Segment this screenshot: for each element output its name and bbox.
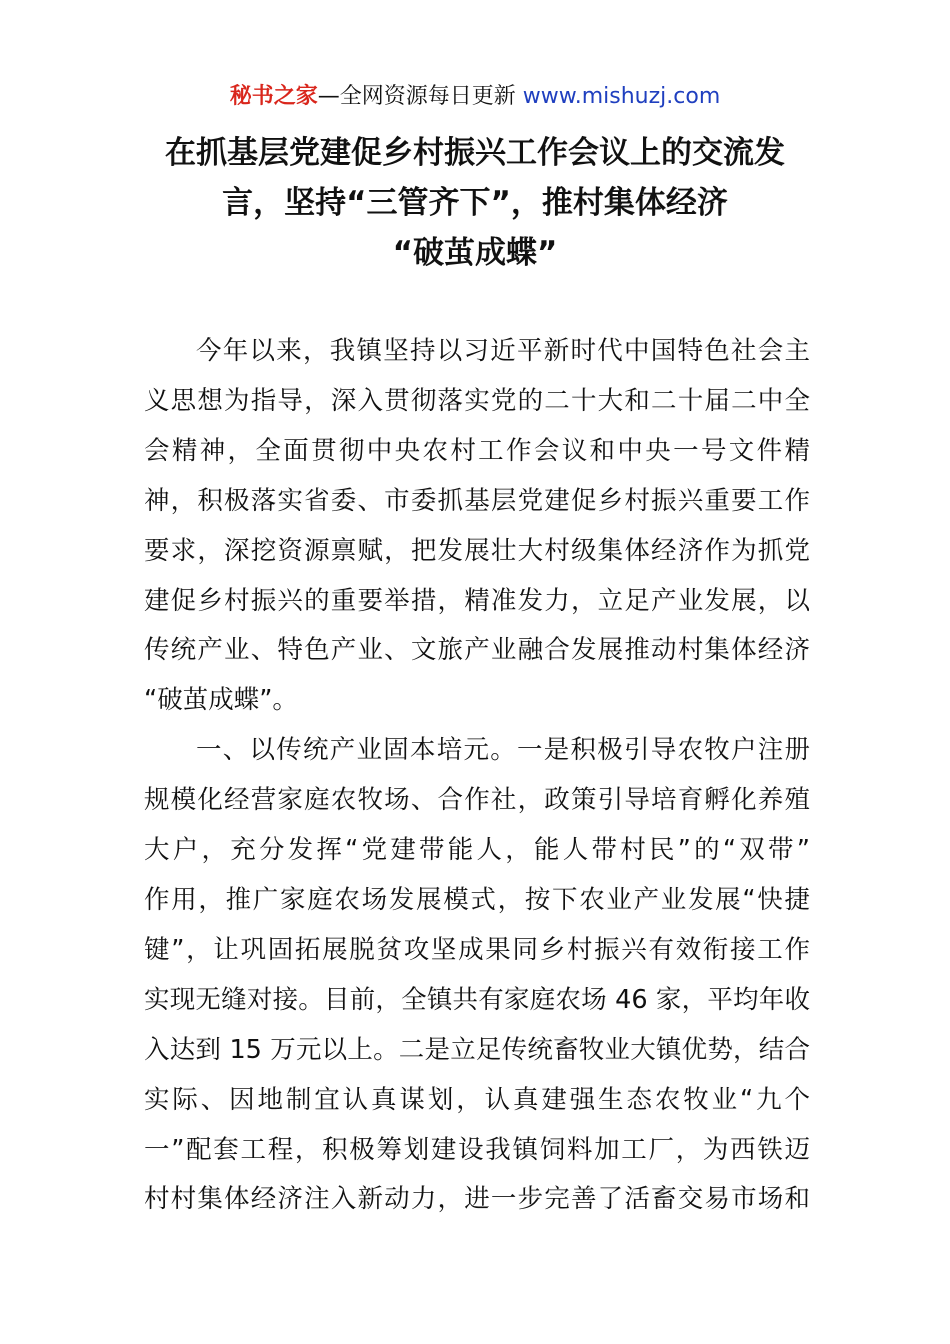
text-line: 规模化经营家庭农牧场、合作社，政策引导培育孵化养殖 (144, 785, 810, 816)
title-line: 在抓基层党建促乡村振兴工作会议上的交流发 (165, 135, 785, 171)
text-line: 入达到 15 万元以上。二是立足传统畜牧业大镇优势，结合 (144, 1034, 810, 1065)
text-line: 建促乡村振兴的重要举措，精准发力，立足产业发展，以 (144, 585, 810, 616)
title-line: 言，坚持“三管齐下”，推村集体经济 (222, 185, 728, 221)
text-line: 实现无缝对接。目前，全镇共有家庭农场 46 家，平均年收 (144, 984, 810, 1015)
document-title (140, 128, 810, 278)
site-header (0, 82, 950, 112)
text-line: 作用，推广家庭农场发展模式，按下农业产业发展“快捷 (144, 884, 810, 915)
text-line: 神，积极落实省委、市委抓基层党建促乡村振兴重要工作 (144, 485, 810, 516)
text-line: 村村集体经济注入新动力，进一步完善了活畜交易市场和 (144, 1184, 810, 1215)
text-line: 一”配套工程，积极筹划建设我镇饲料加工厂，为西铁迈 (144, 1134, 810, 1165)
paragraph-intro (144, 327, 810, 726)
text-line: 义思想为指导，深入贯彻落实党的二十大和二十届二中全 (144, 385, 810, 416)
header-tagline: —全网资源每日更新 (317, 84, 523, 109)
text-line: 要求，深挖资源禀赋，把发展壮大村级集体经济作为抓党 (144, 535, 810, 566)
site-url: www.mishuzj.com (522, 84, 721, 109)
text-line: 今年以来，我镇坚持以习近平新时代中国特色社会主 (196, 336, 810, 366)
text-line: 一、以传统产业固本培元。一是积极引导农牧户注册 (196, 735, 810, 766)
text-line: 大户，充分发挥“党建带能人，能人带村民”的“双带” (144, 835, 810, 866)
paragraph-section-one (144, 726, 810, 1225)
title-line: “破茧成蝶” (392, 235, 558, 271)
text-line: “破茧成蝶”。 (144, 685, 298, 716)
document-body (144, 327, 810, 1225)
text-line: 键”，让巩固拓展脱贫攻坚成果同乡村振兴有效衔接工作 (144, 934, 810, 965)
text-line: 会精神，全面贯彻中央农村工作会议和中央一号文件精 (144, 435, 810, 466)
text-line: 传统产业、特色产业、文旅产业融合发展推动村集体经济 (144, 635, 810, 666)
brand-name: 秘书之家 (229, 84, 318, 109)
text-line: 实际、因地制宜认真谋划，认真建强生态农牧业“九个 (144, 1084, 810, 1115)
